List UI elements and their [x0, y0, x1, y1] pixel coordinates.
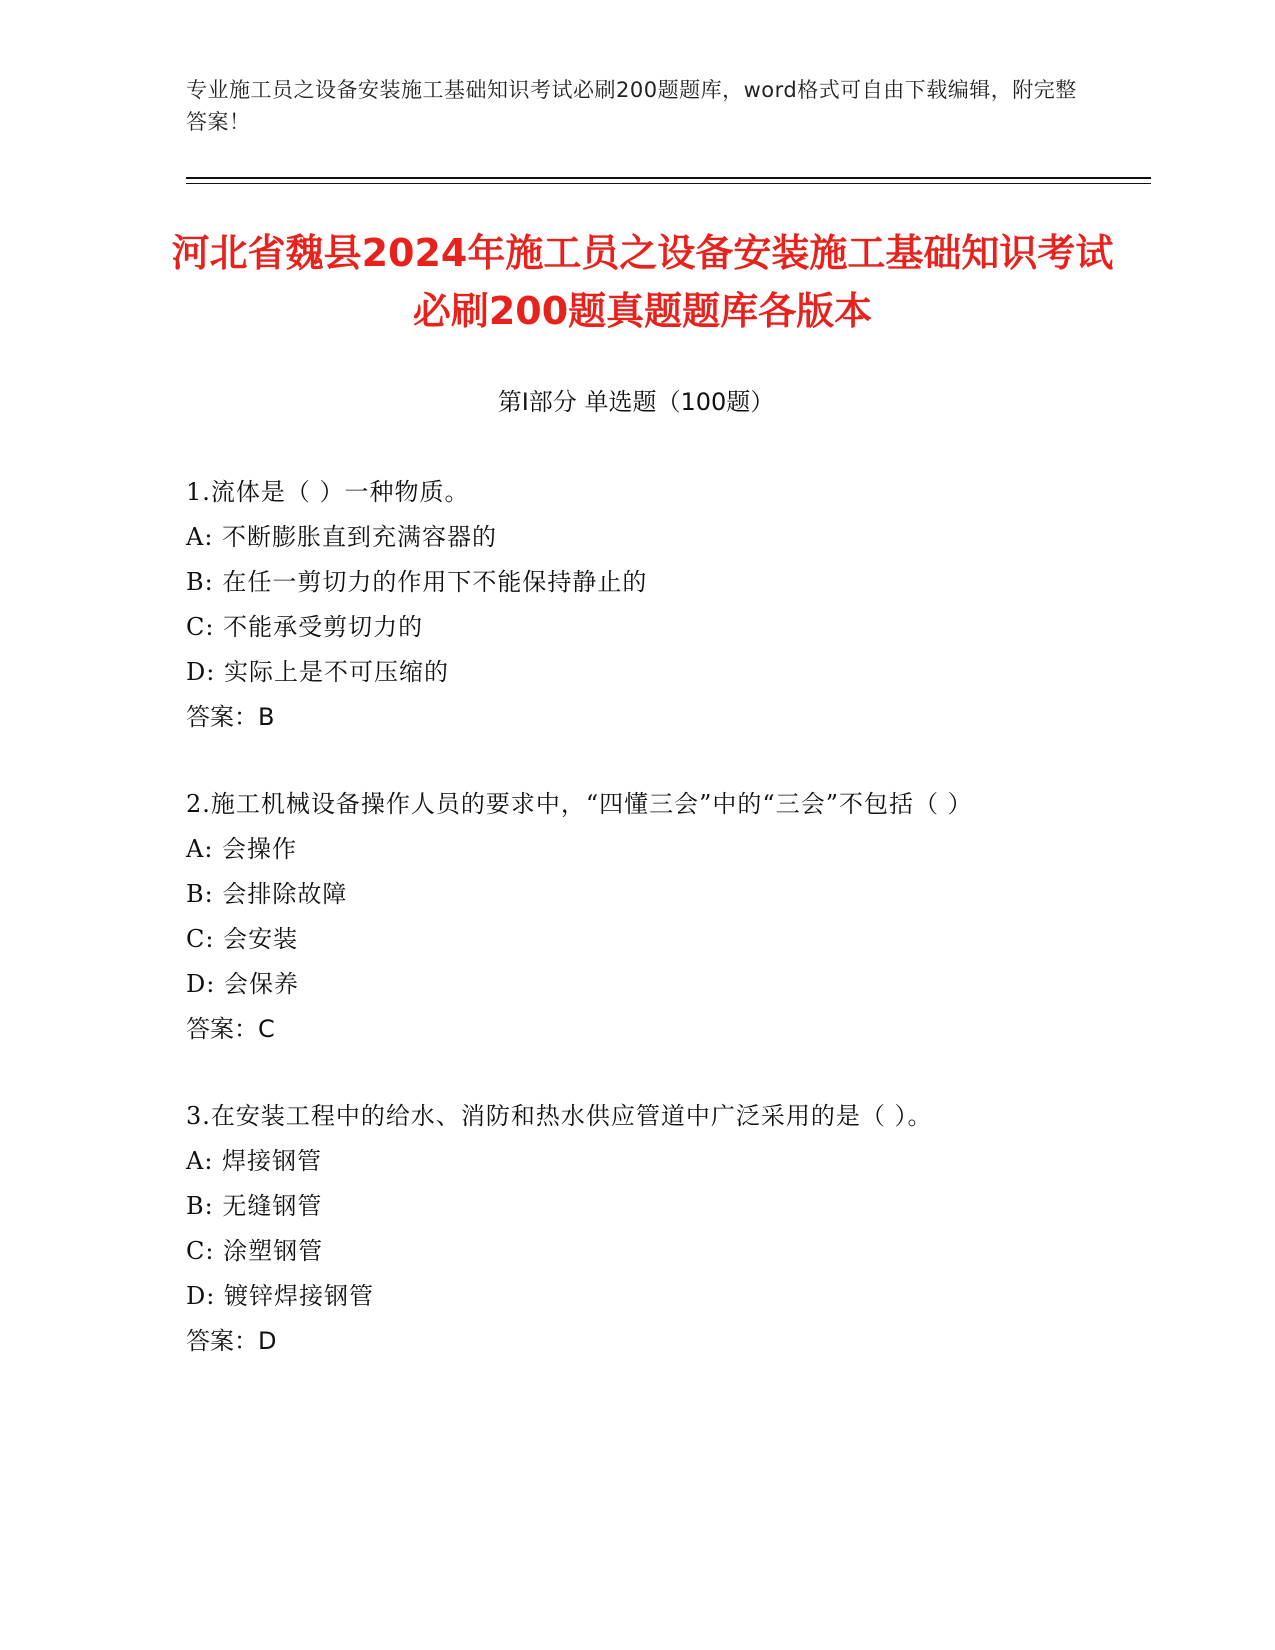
option-b: B: 会排除故障	[186, 880, 348, 908]
option-d: D: 镀锌焊接钢管	[186, 1282, 374, 1310]
question-stem: 3.在安装工程中的给水、消防和热水供应管道中广泛采用的是（ ）。	[186, 1102, 933, 1130]
option-d: D: 实际上是不可压缩的	[186, 658, 449, 686]
option-a: A: 不断膨胀直到充满容器的	[186, 523, 498, 551]
question-1	[186, 470, 1066, 740]
question-2	[186, 782, 1066, 1052]
option-a: A: 会操作	[186, 835, 298, 863]
header-note: 专业施工员之设备安装施工基础知识考试必刷200题题库，word格式可自由下载编辑，附完整答案！	[186, 78, 1077, 134]
option-d: D: 会保养	[186, 970, 299, 998]
option-c: C: 会安装	[186, 925, 299, 953]
header-divider-thin	[186, 183, 1151, 184]
question-list	[186, 470, 1066, 1406]
question-stem: 1.流体是（ ）一种物质。	[186, 478, 470, 506]
question-3	[186, 1094, 1066, 1364]
option-a: A: 焊接钢管	[186, 1147, 323, 1175]
answer: 答案：C	[186, 1015, 275, 1043]
document-title: 河北省魏县2024年施工员之设备安装施工基础知识考试必刷200题真题题库各版本	[171, 231, 1114, 333]
option-c: C: 涂塑钢管	[186, 1237, 324, 1265]
section-title: 第Ⅰ部分 单选题（100题）	[497, 388, 775, 416]
answer: 答案：B	[186, 703, 275, 731]
question-stem: 2.施工机械设备操作人员的要求中，“四懂三会”中的“三会”不包括（ ）	[186, 790, 973, 818]
answer: 答案：D	[186, 1327, 277, 1355]
header-divider-thick	[186, 177, 1151, 179]
option-c: C: 不能承受剪切力的	[186, 613, 424, 641]
option-b: B: 在任一剪切力的作用下不能保持静止的	[186, 568, 648, 596]
option-b: B: 无缝钢管	[186, 1192, 323, 1220]
